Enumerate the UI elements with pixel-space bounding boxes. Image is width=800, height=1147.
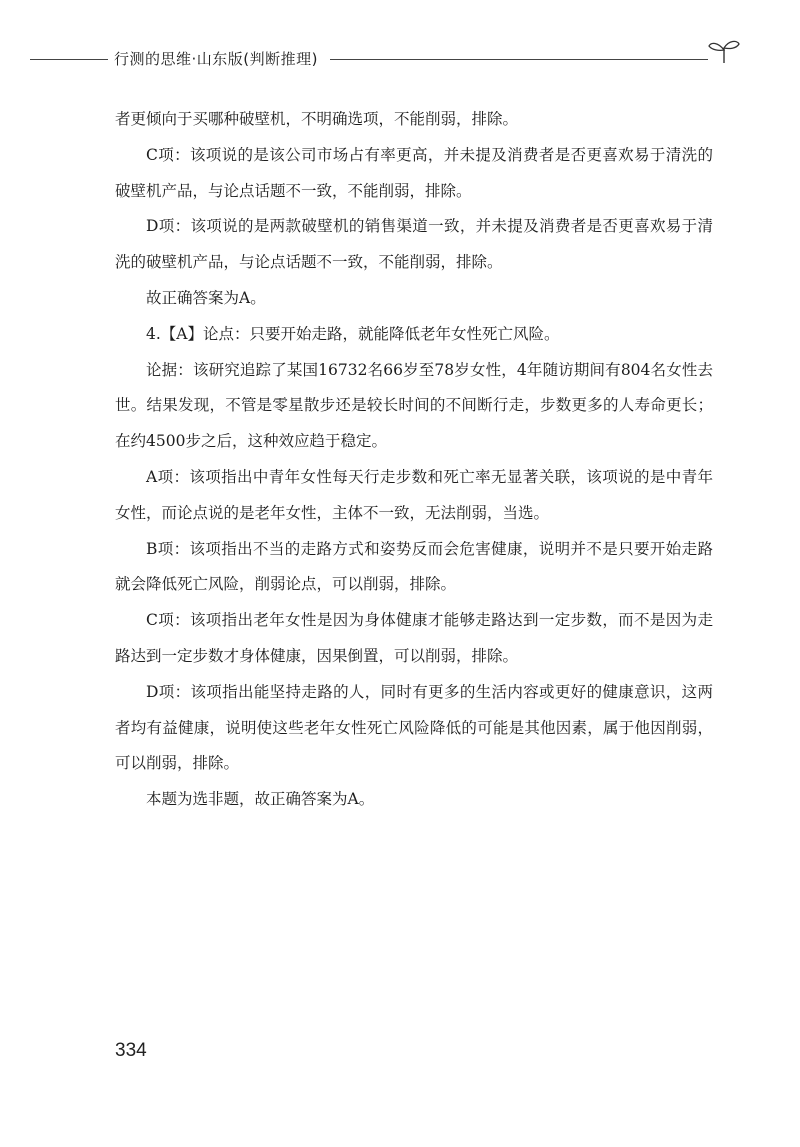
header-title: 行测的思维·山东版(判断推理): [114, 50, 318, 68]
running-header: [30, 44, 720, 76]
paragraph-q4-answer: 本题为选非题，故正确答案为A。: [146, 790, 375, 809]
paragraph-q4-option-b: B项：该项指出不当的走路方式和姿势反而会危害健康，说明并不是只要开始走路就会降低死亡风险，削弱论点，可以削弱，排除。: [115, 539, 713, 594]
page-body: [115, 102, 713, 818]
paragraph-q4-option-c: C项：该项指出老年女性是因为身体健康才能够走路达到一定步数，而不是因为走路达到一定步数才身体健康，因果倒置，可以削弱，排除。: [115, 611, 713, 665]
page-number: 334: [115, 1040, 147, 1061]
paragraph-q4-option-d: D项：该项指出能坚持走路的人，同时有更多的生活内容或更好的健康意识，这两者均有益健康，说明使这些老年女性死亡风险降低的可能是其他因素，属于他因削弱，可以削弱，排除。: [115, 682, 713, 773]
header-rule-right: [330, 59, 708, 60]
sprout-icon: [706, 38, 742, 64]
paragraph-continuation: 者更倾向于买哪种破壁机，不明确选项，不能削弱，排除。: [115, 110, 519, 128]
paragraph-answer-prev: 故正确答案为A。: [146, 288, 266, 307]
paragraph-q4-evidence: 论据：该研究追踪了某国16732名66岁至78岁女性，4年随访期间有804名女性去世。结果发现，不管是零星散步还是较长时间的不间断行走，步数更多的人寿命更长；在约4500步之后，这种效应趋于稳定。: [115, 360, 713, 451]
header-rule-left: [30, 59, 108, 60]
paragraph-option-c-prev: C项：该项说的是该公司市场占有率更高，并未提及消费者是否更喜欢易于清洗的破壁机产品，与论点话题不一致，不能削弱，排除。: [115, 145, 713, 200]
paragraph-q4-option-a: A项：该项指出中青年女性每天行走步数和死亡率无显著关联，该项说的是中青年女性，而论点说的是老年女性，主体不一致，无法削弱，当选。: [115, 467, 713, 522]
paragraph-option-d-prev: D项：该项说的是两款破壁机的销售渠道一致，并未提及消费者是否更喜欢易于清洗的破壁机产品，与论点话题不一致，不能削弱，排除。: [115, 217, 713, 272]
paragraph-q4-thesis: 4.【A】论点：只要开始走路，就能降低老年女性死亡风险。: [146, 324, 560, 343]
